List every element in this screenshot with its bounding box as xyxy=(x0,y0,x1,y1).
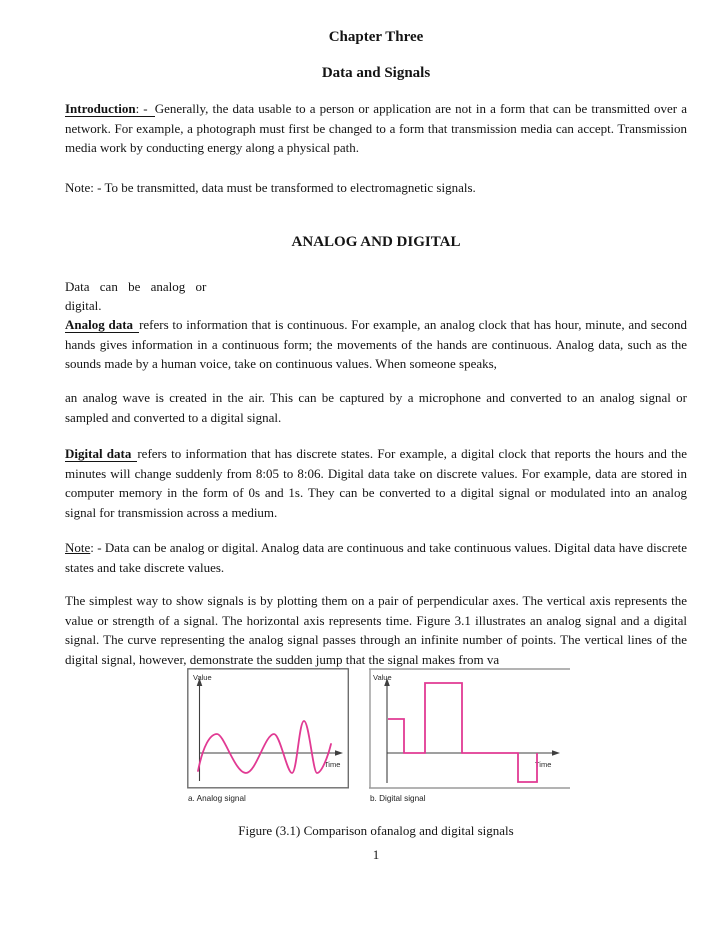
digital-panel-caption: b. Digital signal xyxy=(370,794,426,803)
digital-value-axis-label: Value xyxy=(373,673,392,682)
digital-data-text: refers to information that has discrete states. For example, a digital clock that reports the hours and the minutes will change suddenly from 8:05 to 8:06. Digital data take on discrete values. For example, data are stored in computer memory in the form of 0s and 1s. They can be converted to a digital signal or modulated into an analog signal for transmission across a medium. xyxy=(65,446,687,520)
digital-data-paragraph xyxy=(65,444,687,522)
intro-label: Introduction xyxy=(65,101,136,116)
analog-value-axis-label: Value xyxy=(193,673,212,682)
intro-text: Generally, the data usable to a person or application are not in a form that can be transmitted over a network. For example, a photograph must first be changed to a form that transmission media can accept. Transmission media work by conducting energy along a physical path. xyxy=(65,101,687,155)
intro-paragraph xyxy=(65,99,687,158)
figure-caption: Figure (3.1) Comparison ofanalog and digital signals xyxy=(238,823,514,838)
digital-time-axis-arrow-icon xyxy=(552,750,560,756)
analog-panel-caption: a. Analog signal xyxy=(188,794,246,803)
analog-panel-border xyxy=(188,669,348,788)
digital-signal-panel xyxy=(369,668,570,810)
digital-time-axis-label: Time xyxy=(535,760,552,769)
analog-data-text: refers to information that is continuous. For example, an analog clock that has hour, minute, and second hands gives information in a continuous form; the movements of the hands are continuous. Analog data, such as the sounds made by a human voice, take on continuous values. When someone speaks, xyxy=(65,317,687,371)
note-transmitted: Note: - To be transmitted, data must be transformed to electromagnetic signals. xyxy=(65,180,476,195)
analog-signal-panel xyxy=(187,668,355,810)
analog-or-digital-line1: Data can be analog or xyxy=(65,279,207,294)
chapter-title: Chapter Three xyxy=(328,29,424,45)
intro-separator: : - xyxy=(135,101,152,116)
analog-data-label: Analog data xyxy=(65,317,139,333)
analog-or-digital-line2: digital. xyxy=(65,298,102,313)
analog-time-axis-label: Time xyxy=(324,760,341,769)
analog-wave-paragraph: an analog wave is created in the air. This can be captured by a microphone and converted to an analog signal or sampled and converted to a digital signal. xyxy=(65,390,687,425)
figure-3-1 xyxy=(185,668,570,810)
document-subtitle: Data and Signals xyxy=(321,65,431,81)
note-analog-digital xyxy=(65,538,687,577)
section-heading: ANALOG AND DIGITAL xyxy=(291,234,461,250)
intro-label-group xyxy=(65,101,155,117)
digital-step-waveform xyxy=(388,683,537,782)
note2-text: : - Data can be analog or digital. Analog data are continuous and take continuous values. Digital data have discrete states and take discrete values. xyxy=(65,540,687,575)
analog-data-paragraph xyxy=(65,315,687,374)
note2-label: Note xyxy=(65,540,91,555)
digital-data-label: Digital data xyxy=(65,446,137,462)
signals-plotting-paragraph: The simplest way to show signals is by plotting them on a pair of perpendicular axes. The vertical axis represents the value or strength of a signal. The horizontal axis represents time. Figure 3.1 illustrates an analog signal and a digital signal. The curve representing the analog signal passes through an infinite number of points. The vertical lines of the digital signal, however, demonstrate the sudden jump that the signal makes from va xyxy=(65,593,687,667)
page-number: 1 xyxy=(372,847,380,862)
